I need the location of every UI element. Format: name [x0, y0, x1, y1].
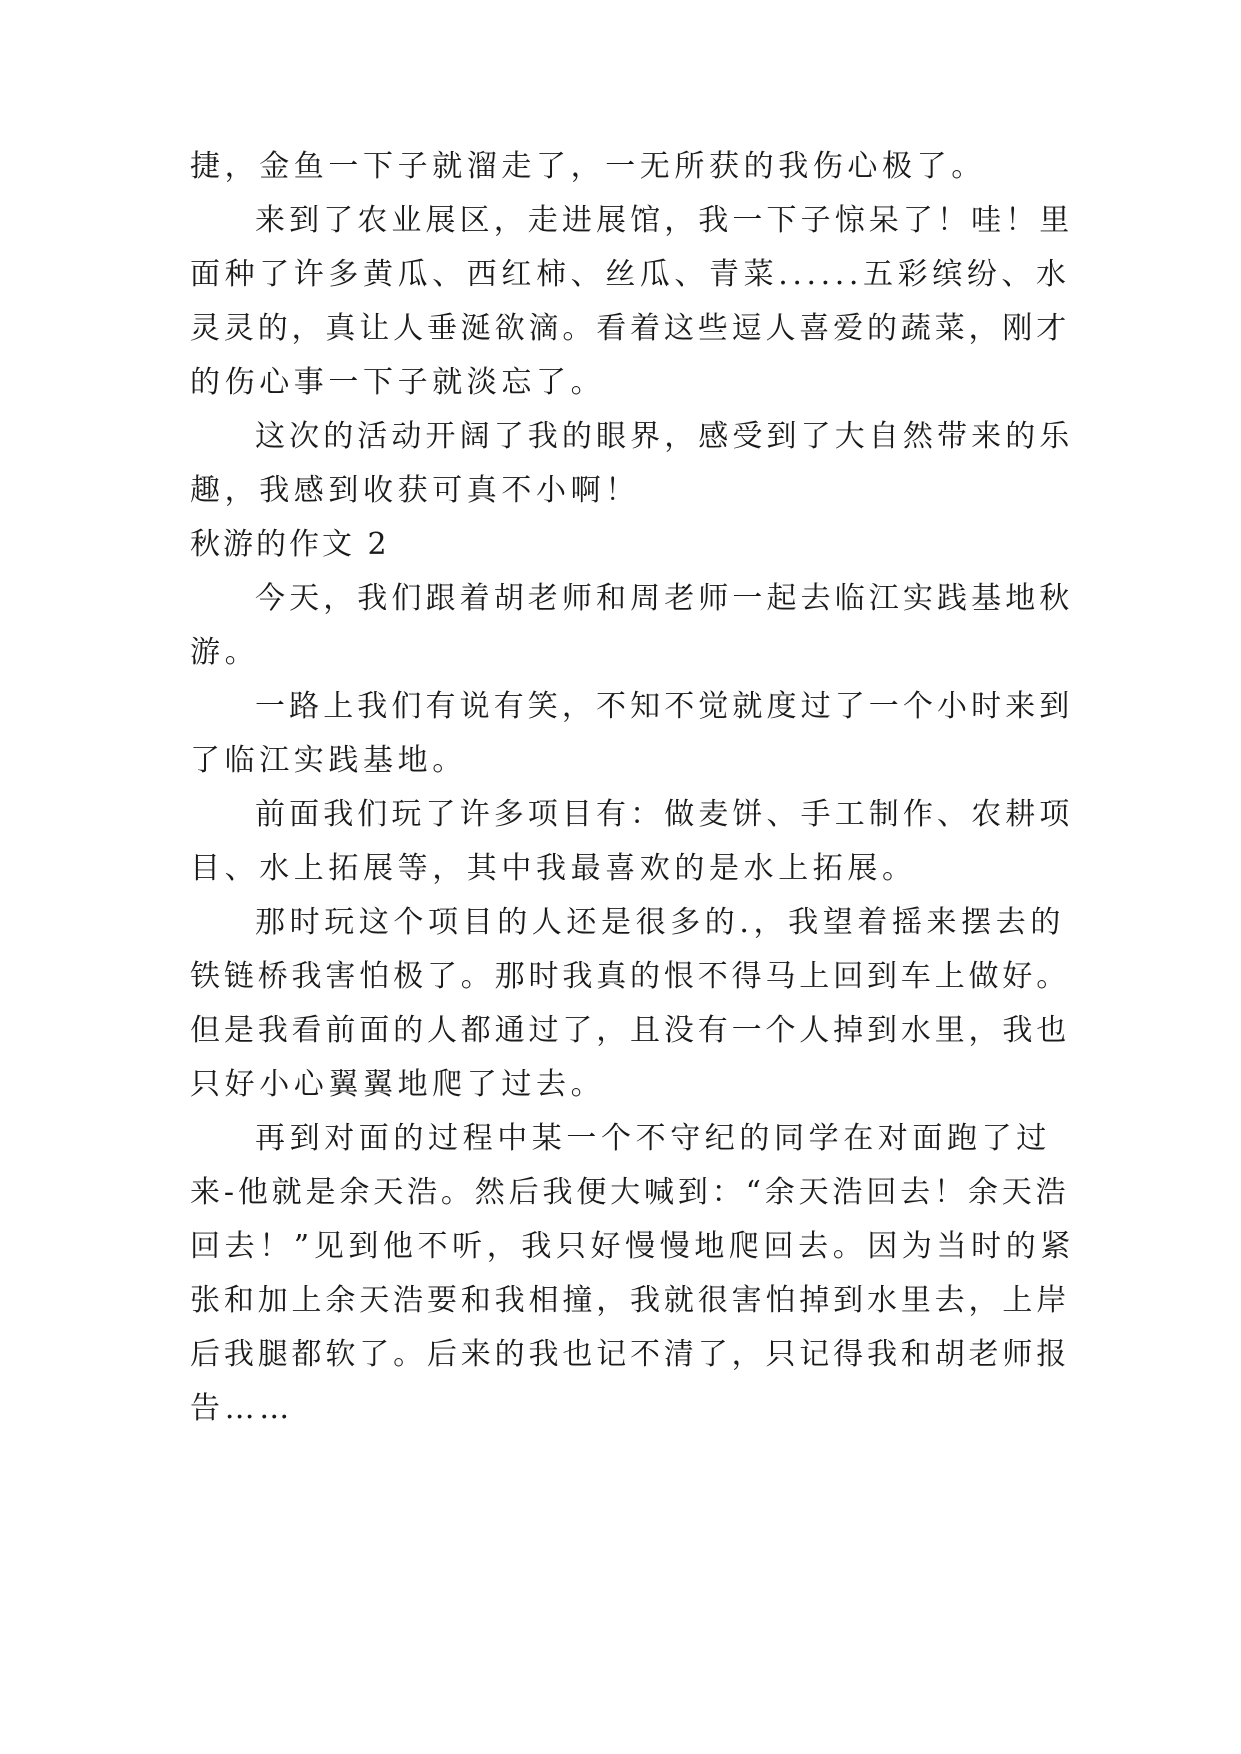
paragraph-line: 一路上我们有说有笑，不知不觉就度过了一个小时来到 — [255, 689, 1074, 724]
paragraph-line: 捷，金鱼一下子就溜走了，一无所获的我伤心极了。 — [190, 149, 986, 184]
paragraph-line: 趣，我感到收获可真不小啊！ — [190, 473, 640, 508]
paragraph-line: 游。 — [190, 635, 260, 670]
paragraph-line: 但是我看前面的人都通过了，且没有一个人掉到水里，我也 — [190, 1013, 1071, 1048]
paragraph-line: 面种了许多黄瓜、西红柿、丝瓜、青菜......五彩缤纷、水 — [190, 257, 1071, 292]
paragraph-line: 目、水上拓展等，其中我最喜欢的是水上拓展。 — [190, 851, 917, 886]
paragraph-line: 后我腿都软了。后来的我也记不清了，只记得我和胡老师报 — [190, 1337, 1071, 1372]
paragraph-line: 告…… — [190, 1391, 294, 1426]
paragraph-line: 只好小心翼翼地爬了过去。 — [190, 1067, 606, 1102]
paragraph-line: 再到对面的过程中某一个不守纪的同学在对面跑了过 — [255, 1121, 1051, 1156]
section-title: 秋游的作文 2 — [190, 527, 390, 562]
paragraph-line: 灵灵的，真让人垂涎欲滴。看着这些逗人喜爱的蔬菜，刚才 — [190, 311, 1071, 346]
paragraph-line: 铁链桥我害怕极了。那时我真的恨不得马上回到车上做好。 — [190, 959, 1071, 994]
paragraph-line: 这次的活动开阔了我的眼界，感受到了大自然带来的乐 — [255, 419, 1074, 454]
paragraph-line: 回去！”见到他不听，我只好慢慢地爬回去。因为当时的紧 — [190, 1229, 1075, 1264]
paragraph-line: 的伤心事一下子就淡忘了。 — [190, 365, 606, 400]
paragraph-line: 来到了农业展区，走进展馆，我一下子惊呆了！哇！里 — [255, 203, 1074, 238]
paragraph-line: 张和加上余天浩要和我相撞，我就很害怕掉到水里去，上岸 — [190, 1283, 1071, 1318]
paragraph-line: 今天，我们跟着胡老师和周老师一起去临江实践基地秋 — [255, 581, 1074, 616]
paragraph-line: 了临江实践基地。 — [190, 743, 467, 778]
paragraph-line: 来-他就是余天浩。然后我便大喊到：“余天浩回去！余天浩 — [190, 1175, 1070, 1210]
paragraph-line: 那时玩这个项目的人还是很多的.，我望着摇来摆去的 — [255, 905, 1065, 940]
paragraph-line: 前面我们玩了许多项目有：做麦饼、手工制作、农耕项 — [255, 797, 1074, 832]
